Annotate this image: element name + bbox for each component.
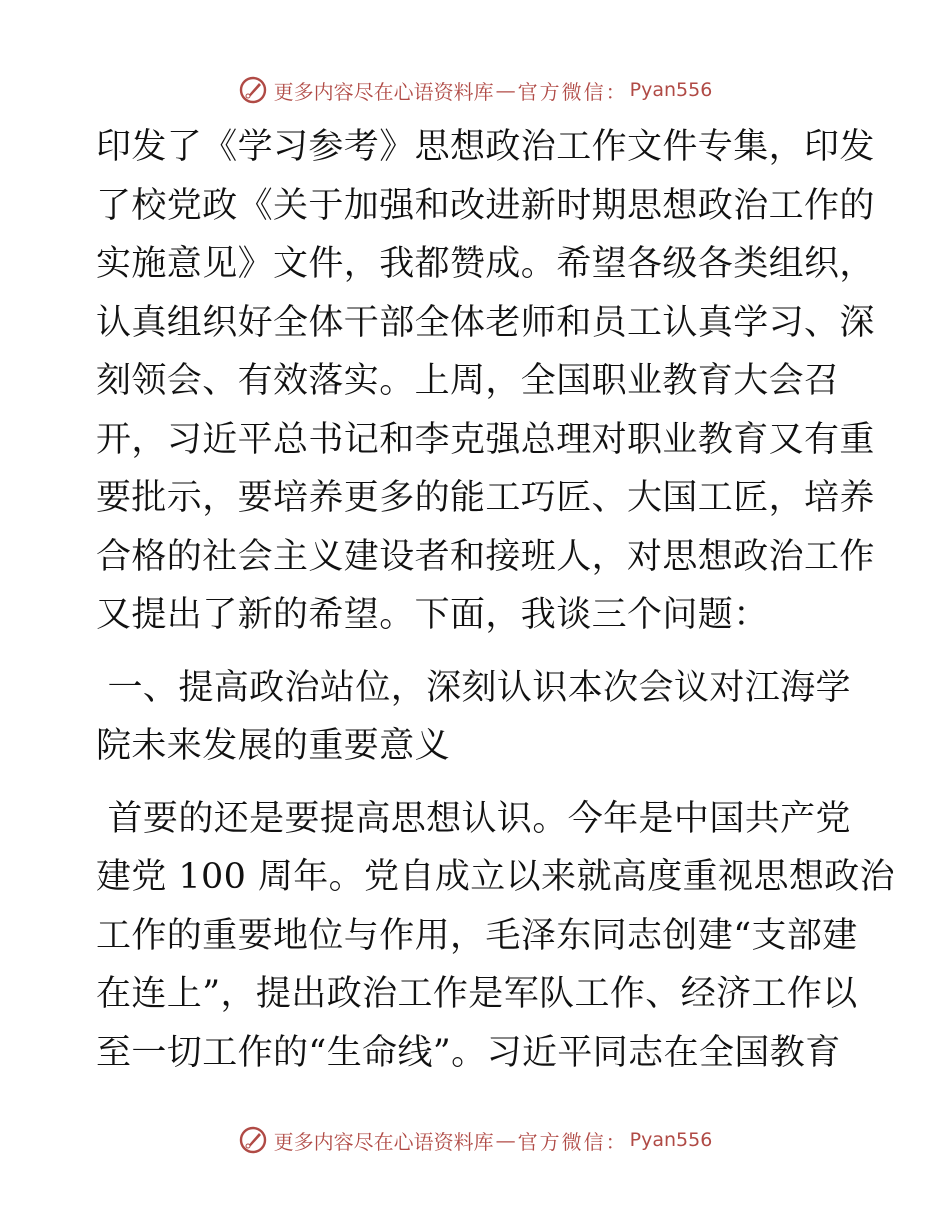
section-heading bbox=[96, 659, 856, 776]
watermark-wechat-id: Pyan556 bbox=[629, 1129, 713, 1151]
text-line: 工作的重要地位与作用，毛泽东同志创建“支部建 bbox=[96, 915, 858, 956]
watermark-wechat-label: 官方微信： bbox=[517, 1129, 628, 1154]
footer-watermark bbox=[0, 1120, 950, 1160]
text-line: 印发了《学习参考》思想政治工作文件专集，印发 bbox=[96, 127, 875, 167]
watermark-separator: — bbox=[495, 1128, 516, 1152]
text-line: 在连上”，提出政治工作是军队工作、经济工作以 bbox=[96, 974, 858, 1014]
text-line: 刻领会、有效落实。上周，全国职业教育大会召 bbox=[96, 361, 840, 401]
watermark-wechat-id: Pyan556 bbox=[629, 79, 713, 101]
watermark-brand: 更多内容尽在心语资料库 bbox=[273, 79, 494, 104]
text-line: 首要的还是要提高思想认识。今年是中国共产党 bbox=[96, 798, 851, 839]
watermark-wechat-label: 官方微信： bbox=[517, 79, 628, 104]
document-body bbox=[96, 118, 896, 1082]
text-line: 了校党政《关于加强和改进新时期思想政治工作的 bbox=[96, 185, 875, 226]
text-line: 建党 100 周年。党自成立以来就高度重视思想政治 bbox=[96, 857, 896, 897]
heading-line: 院未来发展的重要意义 bbox=[96, 726, 451, 766]
watermark-separator: — bbox=[495, 78, 516, 102]
paragraph-section-one bbox=[96, 790, 896, 1083]
text-line: 实施意见》文件，我都赞成。希望各级各类组织， bbox=[96, 244, 875, 284]
text-line: 又提出了新的希望。下面，我谈三个问题： bbox=[96, 595, 769, 635]
text-line: 至一切工作的“生命线”。习近平同志在全国教育 bbox=[96, 1032, 841, 1073]
quill-logo-icon bbox=[238, 1125, 268, 1155]
text-line: 要批示，要培养更多的能工巧匠、大国工匠，培养 bbox=[96, 478, 875, 518]
paragraph-intro bbox=[96, 118, 875, 645]
header-watermark bbox=[0, 70, 950, 110]
text-line: 认真组织好全体干部全体老师和员工认真学习、深 bbox=[96, 302, 875, 343]
text-line: 开，习近平总书记和李克强总理对职业教育又有重 bbox=[96, 419, 875, 460]
watermark-brand: 更多内容尽在心语资料库 bbox=[273, 1129, 494, 1154]
heading-line: 一、提高政治站位，深刻认识本次会议对江海学 bbox=[96, 667, 851, 708]
text-line: 合格的社会主义建设者和接班人，对思想政治工作 bbox=[96, 536, 875, 577]
quill-logo-icon bbox=[238, 75, 268, 105]
